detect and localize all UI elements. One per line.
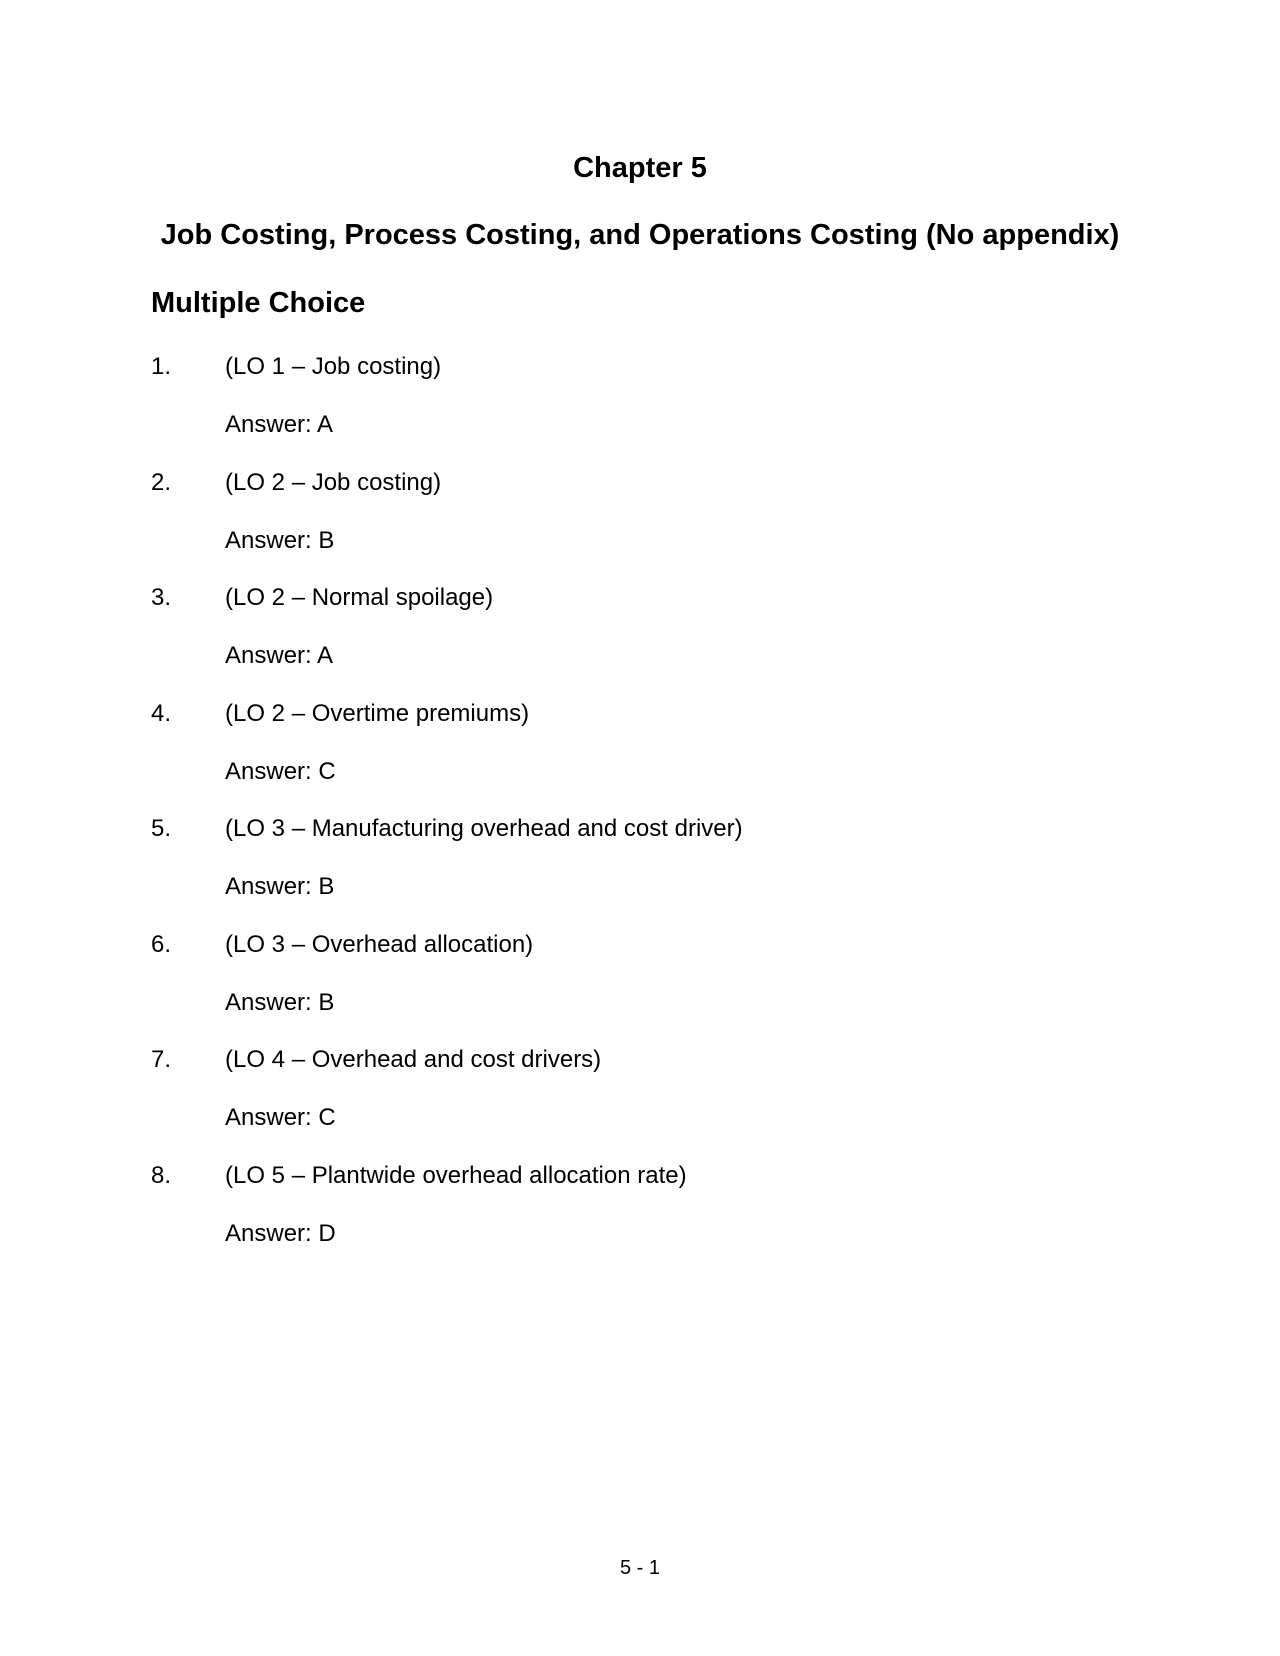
section-heading: Multiple Choice <box>151 287 366 319</box>
question-number: 3. <box>151 584 172 611</box>
question-topic: (LO 3 – Overhead allocation) <box>225 930 534 958</box>
question-topic: (LO 3 – Manufacturing overhead and cost driver) <box>225 815 743 842</box>
question-item <box>151 812 1151 928</box>
question-answer: Answer: C <box>225 757 336 785</box>
question-topic: (LO 2 – Overtime premiums) <box>225 699 530 727</box>
question-answer: Answer: B <box>225 988 335 1016</box>
question-answer: Answer: A <box>225 642 334 669</box>
question-answer: Answer: B <box>225 526 335 554</box>
question-answer: Answer: B <box>225 873 335 900</box>
question-item <box>151 350 1151 466</box>
page-number: 5 - 1 <box>619 1557 661 1579</box>
question-number: 8. <box>151 1161 172 1189</box>
question-number: 2. <box>151 468 172 496</box>
question-item <box>151 581 1151 697</box>
question-topic: (LO 1 – Job costing) <box>225 353 442 380</box>
question-topic: (LO 4 – Overhead and cost drivers) <box>225 1046 602 1073</box>
question-item <box>151 697 1151 813</box>
question-item <box>151 1159 1151 1275</box>
question-answer: Answer: C <box>225 1104 336 1131</box>
question-number: 7. <box>151 1046 172 1073</box>
question-number: 5. <box>151 815 172 842</box>
question-number: 1. <box>151 353 172 380</box>
question-answer: Answer: A <box>225 411 334 438</box>
chapter-title: Chapter 5 <box>573 152 707 184</box>
question-item <box>151 1043 1151 1159</box>
document-title: Job Costing, Process Costing, and Operations Costing (No appendix) <box>160 219 1120 251</box>
question-topic: (LO 2 – Job costing) <box>225 468 442 496</box>
question-topic: (LO 2 – Normal spoilage) <box>225 584 494 611</box>
question-number: 4. <box>151 699 172 727</box>
question-topic: (LO 5 – Plantwide overhead allocation rate) <box>225 1161 687 1189</box>
question-number: 6. <box>151 930 172 958</box>
question-list <box>151 350 1151 1274</box>
question-answer: Answer: D <box>225 1219 336 1247</box>
question-item <box>151 928 1151 1044</box>
question-item <box>151 466 1151 582</box>
